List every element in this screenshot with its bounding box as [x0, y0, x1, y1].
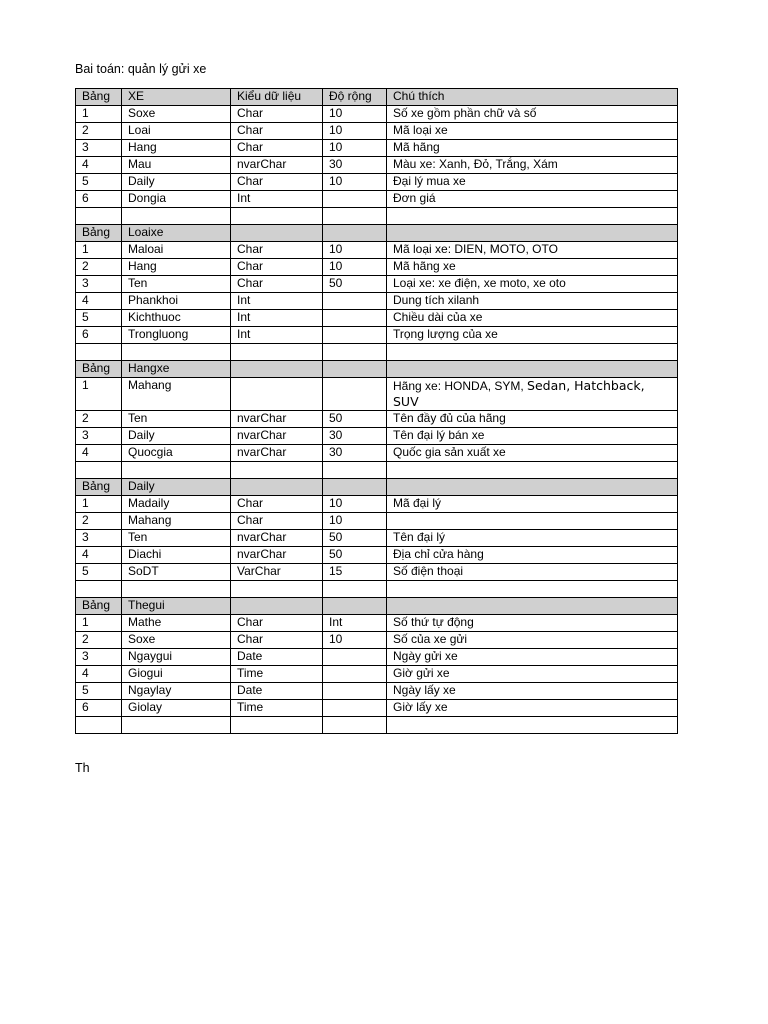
width-cell: [323, 361, 387, 378]
index-cell: 5: [76, 310, 122, 327]
index-cell: 6: [76, 327, 122, 344]
note-cell: Chiều dài của xe: [387, 310, 678, 327]
blank-separator-row: [76, 344, 678, 361]
width-cell: 50: [323, 530, 387, 547]
data-type-cell: Char: [231, 140, 323, 157]
table-row: [76, 513, 678, 530]
field-name-cell: [122, 462, 231, 479]
field-name-cell: [122, 581, 231, 598]
data-type-cell: Kiểu dữ liệu: [231, 89, 323, 106]
data-type-cell: Int: [231, 293, 323, 310]
blank-separator-row: [76, 581, 678, 598]
data-type-cell: [231, 378, 323, 411]
note-cell: Đơn giá: [387, 191, 678, 208]
note-cell: Đại lý mua xe: [387, 174, 678, 191]
data-type-cell: nvarChar: [231, 547, 323, 564]
field-name-cell: Ten: [122, 530, 231, 547]
index-cell: 4: [76, 547, 122, 564]
field-name-cell: Quocgia: [122, 445, 231, 462]
width-cell: [323, 344, 387, 361]
width-cell: [323, 310, 387, 327]
table-row: [76, 157, 678, 174]
index-cell: 3: [76, 276, 122, 293]
note-cell: Địa chỉ cửa hàng: [387, 547, 678, 564]
note-cell: Dung tích xilanh: [387, 293, 678, 310]
width-cell: [323, 717, 387, 734]
index-cell: 3: [76, 140, 122, 157]
table-header-row: [76, 598, 678, 615]
width-cell: 50: [323, 411, 387, 428]
table-header-row: [76, 225, 678, 242]
note-cell: Số điện thoại: [387, 564, 678, 581]
index-cell: 2: [76, 123, 122, 140]
field-name-cell: Giolay: [122, 700, 231, 717]
data-type-cell: nvarChar: [231, 157, 323, 174]
table-row: [76, 683, 678, 700]
width-cell: [323, 581, 387, 598]
field-name-cell: Mathe: [122, 615, 231, 632]
data-type-cell: Char: [231, 513, 323, 530]
width-cell: [323, 700, 387, 717]
width-cell: 10: [323, 242, 387, 259]
width-cell: 10: [323, 174, 387, 191]
table-row: [76, 428, 678, 445]
data-type-cell: [231, 717, 323, 734]
note-cell: Giờ gửi xe: [387, 666, 678, 683]
field-name-cell: Dongia: [122, 191, 231, 208]
data-type-cell: Int: [231, 327, 323, 344]
field-name-cell: Hang: [122, 259, 231, 276]
width-cell: [323, 378, 387, 411]
data-type-cell: [231, 462, 323, 479]
note-cell: Trọng lượng của xe: [387, 327, 678, 344]
table-row: [76, 276, 678, 293]
table-row: [76, 615, 678, 632]
field-name-cell: Daily: [122, 428, 231, 445]
width-cell: 10: [323, 632, 387, 649]
table-row: [76, 310, 678, 327]
note-cell: Ngày gửi xe: [387, 649, 678, 666]
blank-separator-row: [76, 717, 678, 734]
index-cell: [76, 717, 122, 734]
index-cell: Bảng: [76, 479, 122, 496]
note-cell: [387, 598, 678, 615]
data-type-cell: Char: [231, 259, 323, 276]
field-name-cell: Ten: [122, 411, 231, 428]
note-cell: Màu xe: Xanh, Đỏ, Trắng, Xám: [387, 157, 678, 174]
note-cell: Loại xe: xe điện, xe moto, xe oto: [387, 276, 678, 293]
field-name-cell: Diachi: [122, 547, 231, 564]
field-name-cell: Kichthuoc: [122, 310, 231, 327]
field-name-cell: Phankhoi: [122, 293, 231, 310]
field-name-cell: Daily: [122, 479, 231, 496]
table-row: [76, 327, 678, 344]
note-text: Hãng xe: HONDA, SYM,: [393, 379, 528, 393]
note-cell: Mã loại xe: DIEN, MOTO, OTO: [387, 242, 678, 259]
width-cell: [323, 208, 387, 225]
index-cell: 3: [76, 530, 122, 547]
width-cell: [323, 327, 387, 344]
index-cell: 2: [76, 513, 122, 530]
table-header-row: [76, 89, 678, 106]
data-type-cell: Char: [231, 174, 323, 191]
index-cell: Bảng: [76, 225, 122, 242]
note-cell: Mã hãng: [387, 140, 678, 157]
note-cell: Giờ lấy xe: [387, 700, 678, 717]
note-text-continued: Sedan, Hatchback, SUV: [393, 378, 645, 409]
table-row: [76, 242, 678, 259]
table-row: [76, 530, 678, 547]
note-cell: Tên đại lý: [387, 530, 678, 547]
data-type-cell: Char: [231, 496, 323, 513]
note-cell: [387, 225, 678, 242]
field-name-cell: Mau: [122, 157, 231, 174]
index-cell: 6: [76, 191, 122, 208]
data-type-cell: nvarChar: [231, 445, 323, 462]
note-cell: Số thứ tự động: [387, 615, 678, 632]
field-name-cell: Ngaylay: [122, 683, 231, 700]
data-type-cell: nvarChar: [231, 428, 323, 445]
width-cell: 10: [323, 106, 387, 123]
note-cell: [387, 581, 678, 598]
width-cell: [323, 598, 387, 615]
blank-separator-row: [76, 208, 678, 225]
index-cell: 2: [76, 411, 122, 428]
width-cell: [323, 191, 387, 208]
table-row: [76, 649, 678, 666]
schema-table: [75, 88, 678, 734]
data-type-cell: [231, 479, 323, 496]
index-cell: 5: [76, 564, 122, 581]
field-name-cell: SoDT: [122, 564, 231, 581]
index-cell: 1: [76, 615, 122, 632]
table-row: [76, 378, 678, 411]
field-name-cell: Soxe: [122, 632, 231, 649]
width-cell: [323, 462, 387, 479]
width-cell: 10: [323, 513, 387, 530]
index-cell: 1: [76, 106, 122, 123]
table-row: [76, 293, 678, 310]
data-type-cell: Char: [231, 615, 323, 632]
width-cell: 30: [323, 428, 387, 445]
field-name-cell: [122, 208, 231, 225]
data-type-cell: Date: [231, 649, 323, 666]
field-name-cell: Ten: [122, 276, 231, 293]
table-row: [76, 106, 678, 123]
index-cell: 1: [76, 378, 122, 411]
data-type-cell: VarChar: [231, 564, 323, 581]
note-cell: [387, 513, 678, 530]
field-name-cell: Ngaygui: [122, 649, 231, 666]
note-cell: Quốc gia sản xuất xe: [387, 445, 678, 462]
index-cell: 5: [76, 683, 122, 700]
note-cell: [387, 208, 678, 225]
width-cell: [323, 683, 387, 700]
document-title: Bai toán: quản lý gửi xe: [75, 62, 207, 76]
data-type-cell: Char: [231, 276, 323, 293]
table-row: [76, 496, 678, 513]
width-cell: Int: [323, 615, 387, 632]
width-cell: 10: [323, 140, 387, 157]
table-header-row: [76, 361, 678, 378]
field-name-cell: Trongluong: [122, 327, 231, 344]
field-name-cell: [122, 717, 231, 734]
index-cell: 1: [76, 496, 122, 513]
data-type-cell: Char: [231, 106, 323, 123]
table-row: [76, 123, 678, 140]
field-name-cell: Loai: [122, 123, 231, 140]
data-type-cell: nvarChar: [231, 530, 323, 547]
index-cell: [76, 344, 122, 361]
index-cell: Bảng: [76, 361, 122, 378]
field-name-cell: Soxe: [122, 106, 231, 123]
table-row: [76, 564, 678, 581]
data-type-cell: [231, 581, 323, 598]
blank-separator-row: [76, 462, 678, 479]
width-cell: 50: [323, 547, 387, 564]
table-row: [76, 174, 678, 191]
table-row: [76, 445, 678, 462]
note-cell: [387, 378, 678, 411]
width-cell: 10: [323, 496, 387, 513]
note-cell: Tên đầy đủ của hãng: [387, 411, 678, 428]
field-name-cell: Thegui: [122, 598, 231, 615]
data-type-cell: Char: [231, 123, 323, 140]
field-name-cell: Loaixe: [122, 225, 231, 242]
index-cell: 3: [76, 428, 122, 445]
index-cell: Bảng: [76, 598, 122, 615]
data-type-cell: Int: [231, 191, 323, 208]
width-cell: [323, 225, 387, 242]
table-row: [76, 666, 678, 683]
table-row: [76, 191, 678, 208]
index-cell: 5: [76, 174, 122, 191]
data-type-cell: Char: [231, 242, 323, 259]
index-cell: [76, 462, 122, 479]
schema-table-body: [76, 89, 678, 734]
index-cell: 4: [76, 666, 122, 683]
index-cell: [76, 208, 122, 225]
note-cell: Mã hãng xe: [387, 259, 678, 276]
data-type-cell: Time: [231, 666, 323, 683]
table-row: [76, 700, 678, 717]
width-cell: 10: [323, 259, 387, 276]
trailing-text: Th: [75, 761, 90, 775]
index-cell: 4: [76, 293, 122, 310]
table-row: [76, 140, 678, 157]
note-cell: Mã đại lý: [387, 496, 678, 513]
field-name-cell: Madaily: [122, 496, 231, 513]
width-cell: 30: [323, 445, 387, 462]
field-name-cell: Mahang: [122, 378, 231, 411]
note-cell: Mã loại xe: [387, 123, 678, 140]
width-cell: [323, 293, 387, 310]
field-name-cell: Hang: [122, 140, 231, 157]
index-cell: Bảng: [76, 89, 122, 106]
data-type-cell: nvarChar: [231, 411, 323, 428]
index-cell: 2: [76, 632, 122, 649]
note-cell: Số của xe gửi: [387, 632, 678, 649]
table-row: [76, 411, 678, 428]
field-name-cell: Daily: [122, 174, 231, 191]
index-cell: 1: [76, 242, 122, 259]
index-cell: 4: [76, 445, 122, 462]
field-name-cell: Giogui: [122, 666, 231, 683]
data-type-cell: [231, 344, 323, 361]
data-type-cell: [231, 598, 323, 615]
width-cell: [323, 666, 387, 683]
note-cell: Chú thích: [387, 89, 678, 106]
data-type-cell: [231, 225, 323, 242]
width-cell: [323, 479, 387, 496]
note-cell: [387, 361, 678, 378]
note-cell: Ngày lấy xe: [387, 683, 678, 700]
width-cell: [323, 649, 387, 666]
width-cell: 50: [323, 276, 387, 293]
width-cell: 30: [323, 157, 387, 174]
data-type-cell: [231, 361, 323, 378]
note-cell: [387, 717, 678, 734]
note-cell: Số xe gồm phần chữ và số: [387, 106, 678, 123]
data-type-cell: Date: [231, 683, 323, 700]
index-cell: 2: [76, 259, 122, 276]
data-type-cell: Char: [231, 632, 323, 649]
width-cell: 10: [323, 123, 387, 140]
width-cell: 15: [323, 564, 387, 581]
index-cell: [76, 581, 122, 598]
field-name-cell: Hangxe: [122, 361, 231, 378]
table-row: [76, 259, 678, 276]
field-name-cell: [122, 344, 231, 361]
note-cell: [387, 462, 678, 479]
width-cell: Độ rộng: [323, 89, 387, 106]
data-type-cell: Time: [231, 700, 323, 717]
note-cell: [387, 344, 678, 361]
data-type-cell: [231, 208, 323, 225]
index-cell: 4: [76, 157, 122, 174]
note-cell: [387, 479, 678, 496]
table-row: [76, 547, 678, 564]
field-name-cell: Maloai: [122, 242, 231, 259]
data-type-cell: Int: [231, 310, 323, 327]
field-name-cell: Mahang: [122, 513, 231, 530]
index-cell: 6: [76, 700, 122, 717]
table-header-row: [76, 479, 678, 496]
index-cell: 3: [76, 649, 122, 666]
note-cell: Tên đại lý bán xe: [387, 428, 678, 445]
field-name-cell: XE: [122, 89, 231, 106]
table-row: [76, 632, 678, 649]
